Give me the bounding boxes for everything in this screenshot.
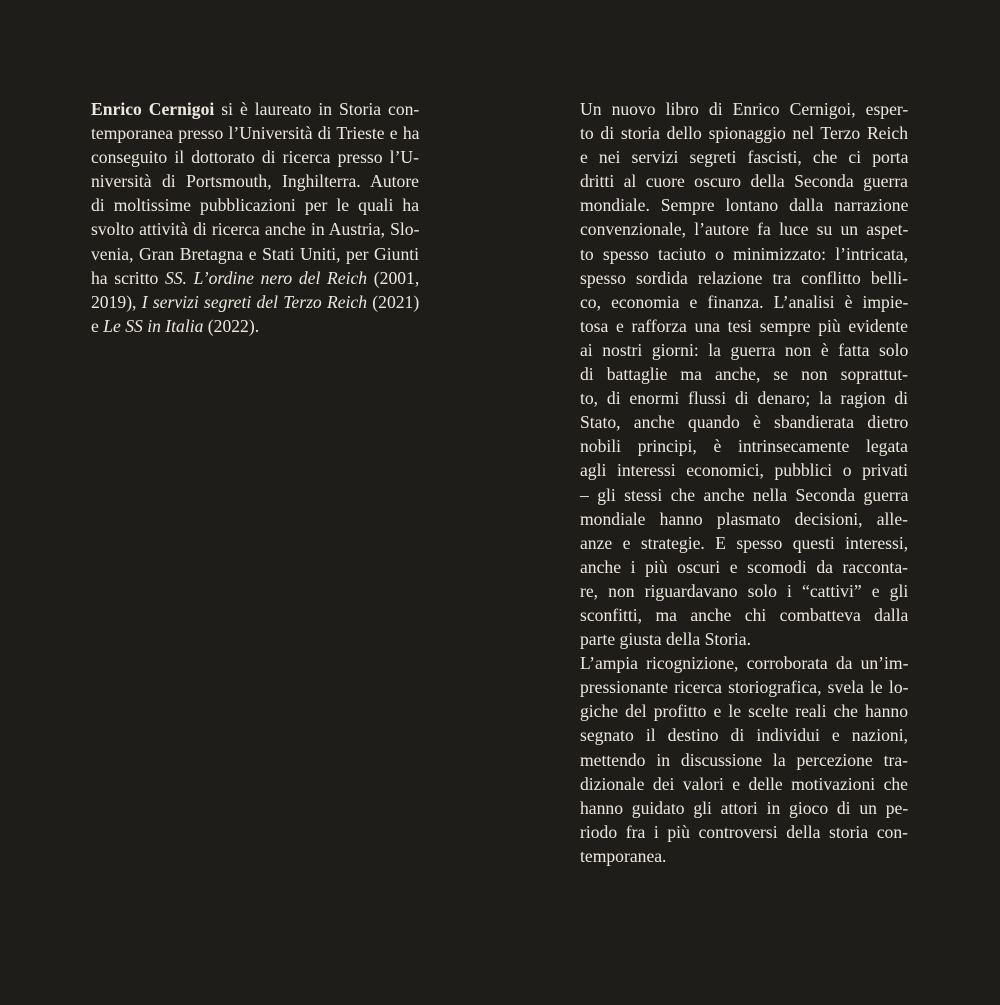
text-line [580,458,908,482]
text-run: ha scritto [91,267,165,288]
text-line [91,242,419,266]
book-title: I servizi segreti del Terzo Reich [141,291,368,312]
text-line [580,145,908,169]
text-run: giche del profitto e le scelte reali che hanno [580,701,908,722]
text-line [580,434,908,458]
text-line [580,627,908,651]
text-run: temporanea presso l’Università di Trieste e ha [91,123,420,144]
text-run: – gli stessi che anche nella Seconda guerra [580,484,909,505]
text-line [580,483,908,507]
text-run: niversità di Portsmouth, Inghilterra. Autore [91,171,419,192]
text-line [580,579,908,603]
text-line [580,217,908,241]
text-run: di battaglie ma anche, se non soprattut- [580,364,909,385]
text-run: (2022). [203,315,260,336]
text-line [91,314,419,338]
text-line [580,699,908,723]
text-run: dizionale dei valori e delle motivazioni che [580,773,908,794]
text-line [91,145,419,169]
text-line [580,386,908,410]
text-run: (2021) [367,291,420,312]
text-run: mettendo in discussione la percezione tra- [580,749,908,770]
text-line [580,796,908,820]
text-run: pressionante ricerca storiografica, svela le lo- [580,677,909,698]
book-title: Le SS in Italia [103,315,204,336]
text-line [580,675,908,699]
book-title: SS. L’ordine nero del Reich [164,267,368,288]
text-run: hanno guidato gli attori in gioco di un pe- [580,797,909,818]
text-line [580,772,908,796]
text-line [580,844,908,868]
text-run: dritti al cuore oscuro della Seconda guerra [580,171,908,192]
text-run: L’ampia ricognizione, corroborata da un’im- [580,653,909,674]
book-description [580,97,908,868]
text-line [580,531,908,555]
text-line [580,748,908,772]
text-line [580,266,908,290]
author-bio [91,97,419,338]
text-line [91,169,419,193]
text-run: si è laureato in Storia con- [214,99,420,119]
text-run: to di storia dello spionaggio nel Terzo Reich [580,123,908,144]
text-line [580,193,908,217]
text-line [580,651,908,675]
text-run: temporanea. [580,845,667,866]
text-run: di moltissime pubblicazioni per le quali ha [91,195,420,216]
text-line [580,555,908,579]
text-run: mondiale hanno plasmato decisioni, alle- [580,508,908,529]
text-run: riodo fra i più controversi della storia con- [580,821,908,842]
text-run: nobili principi, è intrinsecamente legata [580,436,908,457]
text-line [91,266,419,290]
text-run: anche i più oscuri e scomodi da racconta- [580,556,908,577]
text-line [580,507,908,531]
text-run: co, economia e finanza. L’analisi è impie- [580,291,909,312]
text-run: agli interessi economici, pubblici o privati [580,460,909,481]
text-line [91,121,419,145]
text-line [580,338,908,362]
author-name: Enrico Cernigoi [91,99,215,119]
text-line [580,169,908,193]
text-run: Un nuovo libro di Enrico Cernigoi, esper- [580,99,909,119]
text-run: venia, Gran Bretagna e Stati Uniti, per Giunti [91,243,420,264]
text-run: 2019), [91,291,142,312]
text-run: parte giusta della Storia. [580,629,751,650]
text-run: tosa e rafforza una tesi sempre più evidente [580,315,908,336]
text-line [580,723,908,747]
text-line [91,193,419,217]
text-run: svolto attività di ricerca anche in Austria, Slo- [91,219,420,240]
text-run: ai nostri giorni: la guerra non è fatta solo [580,339,909,360]
text-line [580,121,908,145]
text-line [580,362,908,386]
text-run: spesso sordida relazione tra conflitto belli- [580,267,908,288]
text-run: Stato, anche quando è sbandierata dietro [580,412,909,433]
text-line [580,242,908,266]
text-run: re, non riguardavano solo i “cattivi” e gli [580,580,909,601]
text-line [580,97,908,121]
text-run: conseguito il dottorato di ricerca presso l’U- [91,147,419,168]
text-line [91,217,419,241]
text-run: e [91,315,104,336]
text-line [580,290,908,314]
text-line [91,97,419,121]
text-run: sconfitti, ma anche chi combatteva dalla [580,604,909,625]
text-line [580,603,908,627]
text-run: (2001, [367,267,420,288]
text-run: segnato il destino di individui e nazioni, [580,725,908,746]
text-line [91,290,419,314]
text-line [580,314,908,338]
text-run: convenzionale, l’autore fa luce su un aspet- [580,219,909,240]
text-run: to, di enormi flussi di denaro; la ragion di [580,388,908,409]
text-line [580,410,908,434]
text-run: mondiale. Sempre lontano dalla narrazione [580,195,909,216]
text-line [580,820,908,844]
text-run: anze e strategie. E spesso questi interessi, [580,532,909,553]
text-run: e nei servizi segreti fascisti, che ci porta [580,147,909,168]
text-run: to spesso taciuto o minimizzato: l’intricata, [580,243,908,264]
